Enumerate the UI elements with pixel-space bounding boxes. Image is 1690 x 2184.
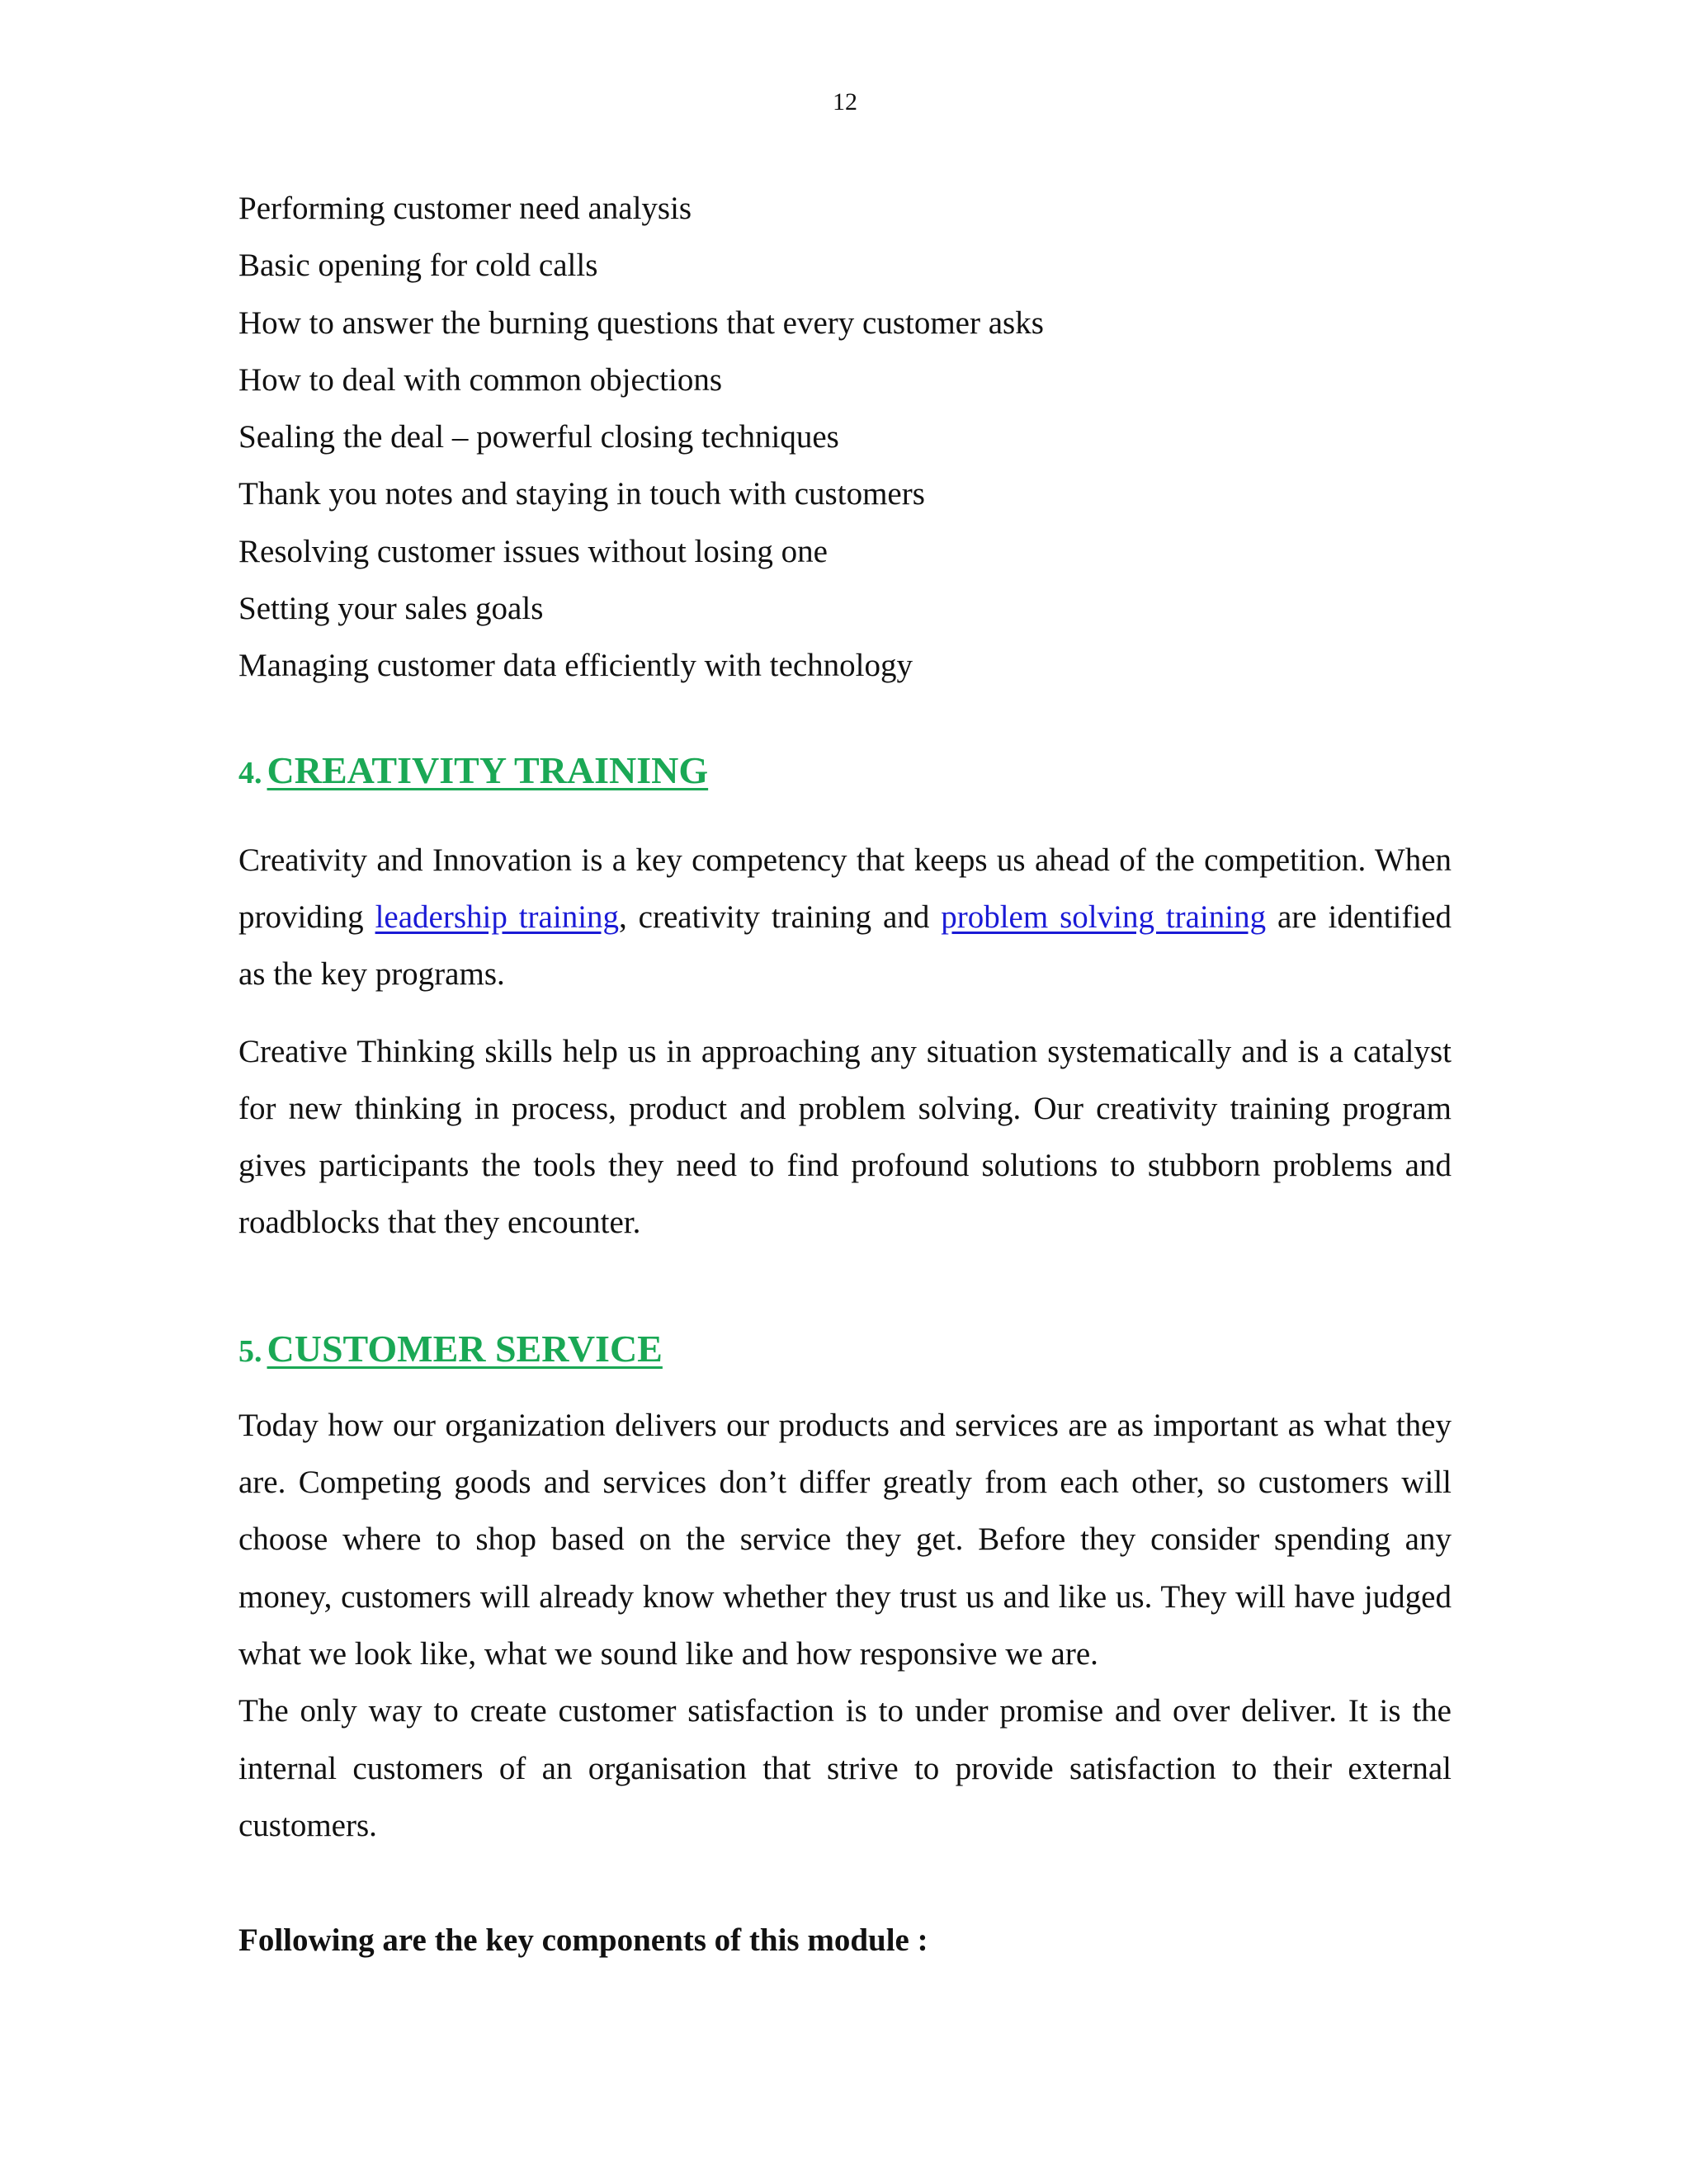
problem-solving-training-link[interactable]: problem solving training bbox=[941, 899, 1267, 935]
list-item: Thank you notes and staying in touch with customers bbox=[238, 476, 925, 512]
list-item: Sealing the deal – powerful closing techniques bbox=[238, 419, 839, 455]
leadership-training-link[interactable]: leadership training bbox=[375, 899, 620, 935]
list-item: Managing customer data efficiently with technology bbox=[238, 648, 913, 684]
list-item: Performing customer need analysis bbox=[238, 191, 692, 226]
section-4-paragraph-2: Creative Thinking skills help us in approaching any situation systematically and is a catalyst for new thinking in process, product and problem solving. Our creativity training program gives participants the tools they need to find profound solutions to stubborn problems and roadblocks that they encounter. bbox=[238, 1033, 1452, 1241]
page-number: 12 bbox=[833, 88, 857, 116]
page-content bbox=[238, 180, 1452, 1969]
list-item: How to answer the burning questions that every customer asks bbox=[238, 304, 1044, 341]
section-5-number: 5. bbox=[238, 1333, 262, 1369]
list-item: Resolving customer issues without losing one bbox=[238, 533, 828, 569]
list-item: Setting your sales goals bbox=[238, 591, 544, 627]
paragraph-text: are identified as the key programs. bbox=[238, 899, 1452, 993]
list-item: How to deal with common objections bbox=[238, 361, 722, 398]
section-5-paragraph-2: The only way to create customer satisfaction is to under promise and over deliver. It is the internal customers of an organisation that strive to provide satisfaction to their external customers. bbox=[238, 1693, 1452, 1843]
key-components-heading: Following are the key components of this module : bbox=[238, 1922, 928, 1959]
topic-list bbox=[238, 180, 1452, 695]
section-5-title: CUSTOMER SERVICE bbox=[267, 1327, 663, 1370]
section-5-paragraph-1: Today how our organization delivers our products and services are as important as what they are. Competing goods and services don’t differ greatly from each other, so customers will choose where to shop based on the service they get. Before they consider spending any money, customers will already know whether they trust us and like us. They will have judged what we look like, what we sound like and how responsive we are. bbox=[238, 1407, 1452, 1672]
paragraph-text: Creativity and Innovation is a key competency that keeps us ahead of the competition. When providing bbox=[238, 842, 1452, 935]
section-4-paragraph-1 bbox=[238, 832, 1452, 1003]
section-5-heading bbox=[238, 1324, 1452, 1380]
paragraph-text: , creativity training and bbox=[619, 899, 942, 935]
list-item: Basic opening for cold calls bbox=[238, 248, 598, 284]
section-4-title: CREATIVITY TRAINING bbox=[267, 748, 709, 791]
section-4-heading bbox=[238, 746, 1452, 802]
section-4-number: 4. bbox=[238, 755, 262, 790]
